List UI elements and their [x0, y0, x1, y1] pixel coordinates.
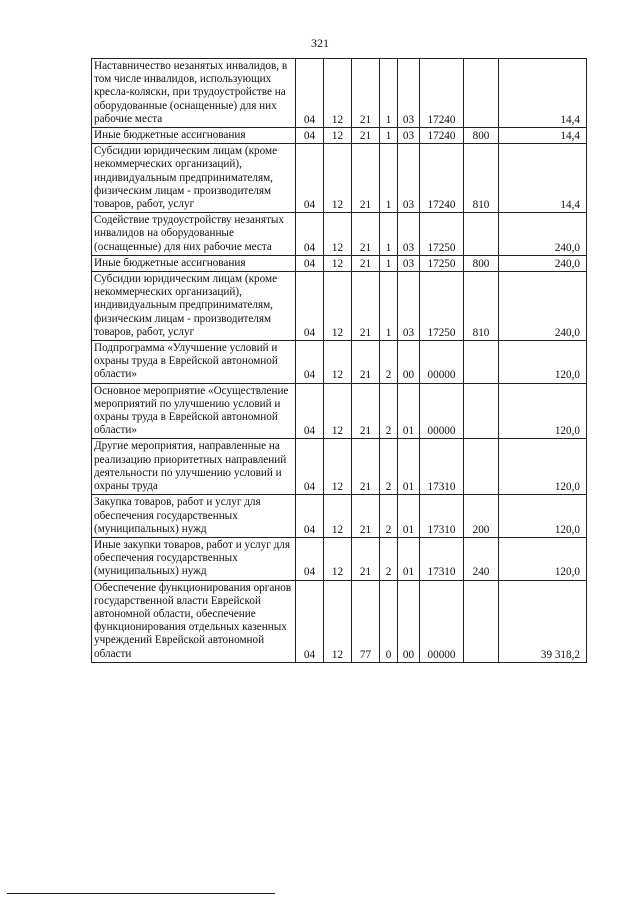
amount-cell: 240,0 [499, 255, 587, 271]
table-row [92, 272, 587, 341]
direction-code-cell: 17250 [420, 272, 464, 341]
table-row [92, 537, 587, 580]
activity-code-cell: 01 [398, 495, 420, 538]
expense-type-cell [464, 383, 499, 439]
table-row [92, 59, 587, 128]
program-code-cell: 21 [352, 537, 380, 580]
subsection-code-cell: 12 [324, 580, 352, 662]
subsection-code-cell: 12 [324, 272, 352, 341]
table-body [92, 59, 587, 663]
subsection-code-cell: 12 [324, 59, 352, 128]
section-code-cell: 04 [296, 128, 324, 144]
row-name-cell: Субсидии юридическим лицам (кроме некоммерческих организаций), индивидуальным предпринимателям, физическим лицам - производителям товаров, работ, услуг [92, 272, 296, 341]
activity-code-cell: 03 [398, 59, 420, 128]
row-name-cell: Подпрограмма «Улучшение условий и охраны труда в Еврейской автономной области» [92, 341, 296, 384]
program-code-cell: 21 [352, 341, 380, 384]
row-name-cell: Иные бюджетные ассигнования [92, 255, 296, 271]
activity-code-cell: 00 [398, 580, 420, 662]
direction-code-cell: 00000 [420, 383, 464, 439]
program-code-cell: 21 [352, 272, 380, 341]
subprogram-code-cell: 1 [380, 144, 398, 213]
subprogram-code-cell: 1 [380, 213, 398, 256]
row-name-cell: Иные бюджетные ассигнования [92, 128, 296, 144]
direction-code-cell: 17310 [420, 537, 464, 580]
row-name-cell: Иные закупки товаров, работ и услуг для обеспечения государственных (муниципальных) нужд [92, 537, 296, 580]
section-code-cell: 04 [296, 439, 324, 495]
amount-cell: 120,0 [499, 537, 587, 580]
amount-cell: 120,0 [499, 383, 587, 439]
table-row [92, 580, 587, 662]
program-code-cell: 21 [352, 383, 380, 439]
activity-code-cell: 03 [398, 255, 420, 271]
direction-code-cell: 17310 [420, 495, 464, 538]
program-code-cell: 21 [352, 144, 380, 213]
activity-code-cell: 03 [398, 128, 420, 144]
program-code-cell: 21 [352, 128, 380, 144]
subsection-code-cell: 12 [324, 383, 352, 439]
program-code-cell: 77 [352, 580, 380, 662]
activity-code-cell: 01 [398, 537, 420, 580]
subprogram-code-cell: 1 [380, 255, 398, 271]
activity-code-cell: 03 [398, 213, 420, 256]
expense-type-cell [464, 341, 499, 384]
row-name-cell: Обеспечение функционирования органов государственной власти Еврейской автономной области, обеспечение функционирования отдельных казенных учреждений Еврейской автономной области [92, 580, 296, 662]
amount-cell: 120,0 [499, 341, 587, 384]
subprogram-code-cell: 2 [380, 495, 398, 538]
subsection-code-cell: 12 [324, 128, 352, 144]
amount-cell: 240,0 [499, 272, 587, 341]
direction-code-cell: 17240 [420, 59, 464, 128]
expense-type-cell: 800 [464, 128, 499, 144]
section-code-cell: 04 [296, 495, 324, 538]
program-code-cell: 21 [352, 59, 380, 128]
direction-code-cell: 17240 [420, 128, 464, 144]
table-row [92, 439, 587, 495]
expense-type-cell: 800 [464, 255, 499, 271]
table-row [92, 383, 587, 439]
expense-type-cell [464, 213, 499, 256]
expense-type-cell: 200 [464, 495, 499, 538]
program-code-cell: 21 [352, 213, 380, 256]
amount-cell: 14,4 [499, 59, 587, 128]
footnote-separator [7, 893, 275, 894]
table-row [92, 213, 587, 256]
activity-code-cell: 01 [398, 383, 420, 439]
page-number: 321 [311, 36, 329, 50]
subsection-code-cell: 12 [324, 255, 352, 271]
section-code-cell: 04 [296, 383, 324, 439]
direction-code-cell: 00000 [420, 341, 464, 384]
subsection-code-cell: 12 [324, 341, 352, 384]
amount-cell: 14,4 [499, 128, 587, 144]
table-row [92, 341, 587, 384]
section-code-cell: 04 [296, 272, 324, 341]
amount-cell: 240,0 [499, 213, 587, 256]
subsection-code-cell: 12 [324, 439, 352, 495]
expense-type-cell [464, 59, 499, 128]
direction-code-cell: 17240 [420, 144, 464, 213]
activity-code-cell: 03 [398, 144, 420, 213]
activity-code-cell: 01 [398, 439, 420, 495]
subprogram-code-cell: 1 [380, 59, 398, 128]
subprogram-code-cell: 1 [380, 272, 398, 341]
subprogram-code-cell: 2 [380, 537, 398, 580]
program-code-cell: 21 [352, 495, 380, 538]
expense-type-cell: 810 [464, 272, 499, 341]
expense-type-cell: 810 [464, 144, 499, 213]
row-name-cell: Основное мероприятие «Осуществление мероприятий по улучшению условий и охраны труда в Еврейской автономной области» [92, 383, 296, 439]
section-code-cell: 04 [296, 59, 324, 128]
subprogram-code-cell: 1 [380, 128, 398, 144]
table-row [92, 255, 587, 271]
subprogram-code-cell: 2 [380, 439, 398, 495]
activity-code-cell: 00 [398, 341, 420, 384]
subsection-code-cell: 12 [324, 495, 352, 538]
direction-code-cell: 17250 [420, 213, 464, 256]
program-code-cell: 21 [352, 439, 380, 495]
direction-code-cell: 17310 [420, 439, 464, 495]
table-row [92, 495, 587, 538]
amount-cell: 120,0 [499, 495, 587, 538]
expense-type-cell [464, 439, 499, 495]
section-code-cell: 04 [296, 580, 324, 662]
row-name-cell: Содействие трудоустройству незанятых инвалидов на оборудованные (оснащенные) для них рабочие места [92, 213, 296, 256]
subsection-code-cell: 12 [324, 213, 352, 256]
subprogram-code-cell: 2 [380, 383, 398, 439]
expense-type-cell: 240 [464, 537, 499, 580]
subsection-code-cell: 12 [324, 144, 352, 213]
subprogram-code-cell: 2 [380, 341, 398, 384]
row-name-cell: Закупка товаров, работ и услуг для обеспечения государственных (муниципальных) нужд [92, 495, 296, 538]
expense-type-cell [464, 580, 499, 662]
activity-code-cell: 03 [398, 272, 420, 341]
program-code-cell: 21 [352, 255, 380, 271]
amount-cell: 120,0 [499, 439, 587, 495]
amount-cell: 14,4 [499, 144, 587, 213]
row-name-cell: Субсидии юридическим лицам (кроме некоммерческих организаций), индивидуальным предпринимателям, физическим лицам - производителям товаров, работ, услуг [92, 144, 296, 213]
section-code-cell: 04 [296, 341, 324, 384]
section-code-cell: 04 [296, 144, 324, 213]
subsection-code-cell: 12 [324, 537, 352, 580]
section-code-cell: 04 [296, 255, 324, 271]
direction-code-cell: 17250 [420, 255, 464, 271]
subprogram-code-cell: 0 [380, 580, 398, 662]
section-code-cell: 04 [296, 537, 324, 580]
direction-code-cell: 00000 [420, 580, 464, 662]
amount-cell: 39 318,2 [499, 580, 587, 662]
table-row [92, 144, 587, 213]
budget-table [91, 58, 587, 663]
table-row [92, 128, 587, 144]
row-name-cell: Другие мероприятия, направленные на реализацию приоритетных направлений деятельности по улучшению условий и охраны труда [92, 439, 296, 495]
section-code-cell: 04 [296, 213, 324, 256]
row-name-cell: Наставничество незанятых инвалидов, в том числе инвалидов, использующих кресла-коляски, при трудоустройстве на оборудованные (оснащенные) для них рабочие места [92, 59, 296, 128]
